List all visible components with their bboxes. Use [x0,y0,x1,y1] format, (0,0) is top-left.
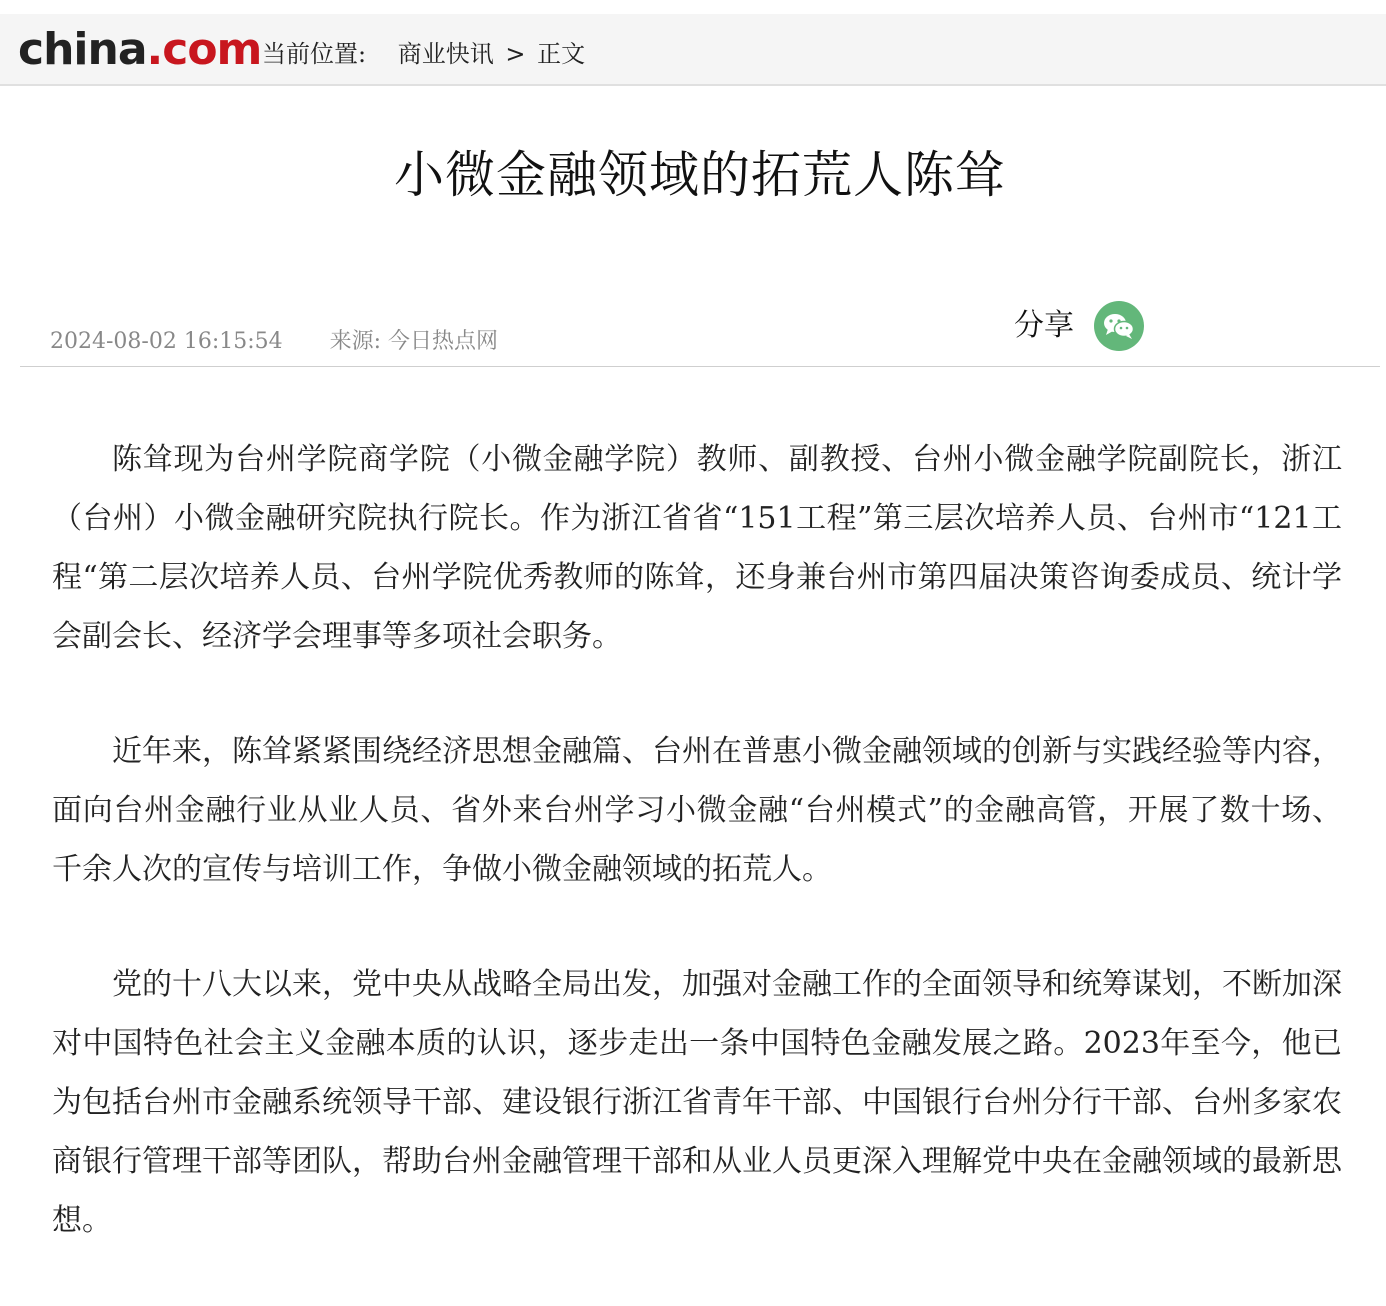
article-meta [50,326,498,358]
article-paragraph: 陈耸现为台州学院商学院（小微金融学院）教师、副教授、台州小微金融学院副院长，浙江（台州）小微金融研究院执行院长。作为浙江省省“151工程”第三层次培养人员、台州市“121工程“第二层次培养人员、台州学院优秀教师的陈耸，还身兼台州市第四届决策咨询委成员、统计学会副会长、经济学会理事等多项社会职务。 [52,442,1342,654]
breadcrumb-separator: > [505,40,526,68]
site-logo[interactable] [18,22,261,78]
breadcrumb-item-article[interactable]: 正文 [537,40,586,68]
share-bar [1014,300,1144,352]
logo-text-china: china [18,24,147,75]
meta-divider [20,366,1380,367]
wechat-share-button[interactable] [1094,301,1144,351]
article-paragraph: 党的十八大以来，党中央从战略全局出发，加强对金融工作的全面领导和统筹谋划，不断加深对中国特色社会主义金融本质的认识，逐步走出一条中国特色金融发展之路。2023年至今，他已为包括台州市金融系统领导干部、建设银行浙江省青年干部、中国银行台州分行干部、台州多家农商银行管理干部等团队，帮助台州金融管理干部和从业人员更深入理解党中央在金融领域的最新思想。 [52,967,1342,1238]
publish-datetime: 2024-08-02 16:15:54 [50,329,283,354]
top-bar [0,14,1386,86]
breadcrumb-item-business-news[interactable]: 商业快讯 [397,40,494,68]
breadcrumb [262,38,585,70]
article-source: 来源: 今日热点网 [329,329,499,354]
article-paragraph: 近年来，陈耸紧紧围绕经济思想金融篇、台州在普惠小微金融领域的创新与实践经验等内容，面向台州金融行业从业人员、省外来台州学习小微金融“台州模式”的金融高管，开展了数十场、千余人次的宣传与培训工作，争做小微金融领域的拓荒人。 [52,734,1342,887]
logo-text-com: .com [146,24,262,75]
article-title: 小微金融领域的拓荒人陈耸 [394,146,1006,204]
share-label: 分享 [1014,308,1074,343]
article-body [52,430,1342,1306]
wechat-icon [1102,311,1136,341]
breadcrumb-label: 当前位置: [262,40,367,68]
